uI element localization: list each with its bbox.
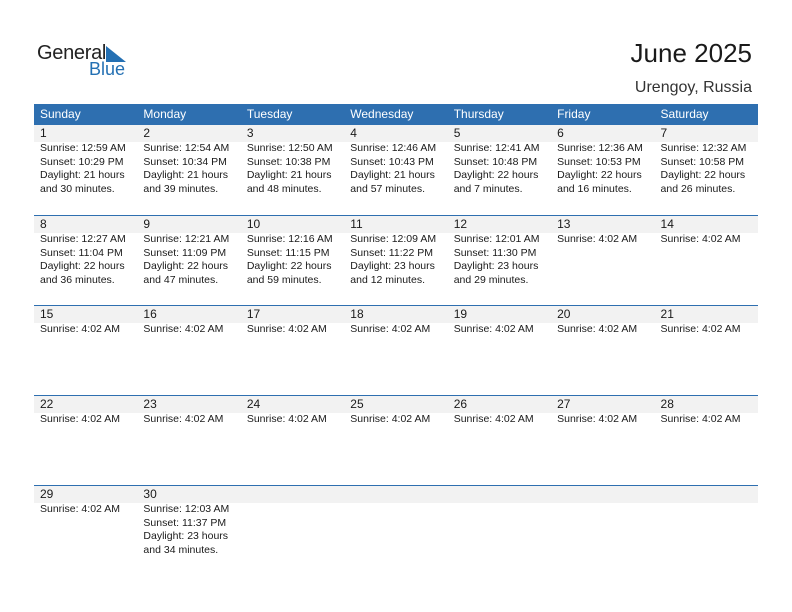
day-number: 8 (40, 217, 47, 231)
day-number: 4 (350, 126, 357, 140)
day-number (454, 486, 551, 503)
sun-info-line: Daylight: 23 hours (350, 260, 435, 272)
sun-info-line: Sunrise: 4:02 AM (660, 323, 741, 335)
sun-info-line: Sunrise: 12:09 AM (350, 233, 437, 245)
location-subtitle: Urengoy, Russia (634, 79, 752, 96)
day-number: 29 (40, 487, 54, 501)
sun-info-line: Sunrise: 12:46 AM (350, 142, 437, 154)
day-cell (344, 216, 447, 287)
day-cell (241, 486, 344, 557)
day-cell (34, 486, 137, 557)
weekday-header: Monday (143, 107, 187, 121)
day-cell (551, 396, 654, 427)
logo-word-blue: Blue (89, 59, 126, 79)
logo-word-general: General (37, 42, 107, 64)
sun-info-line: Sunrise: 12:50 AM (246, 142, 333, 154)
day-number: 6 (557, 126, 564, 140)
day-cell (655, 125, 758, 196)
sun-info-line: Sunset: 11:30 PM (453, 246, 537, 259)
sun-info-line: Sunrise: 12:32 AM (660, 142, 747, 154)
day-cell (655, 486, 758, 557)
sun-info-line: and 48 minutes. (246, 182, 322, 195)
sun-info-line: Sunrise: 4:02 AM (40, 323, 120, 335)
day-number: 23 (143, 397, 157, 411)
weekday-header: Sunday (40, 107, 81, 121)
sun-info-line: Sunrise: 12:21 AM (143, 233, 230, 245)
day-cell (241, 306, 344, 337)
sun-info-line: and 59 minutes. (246, 273, 322, 286)
sun-info-line: Sunset: 10:43 PM (350, 155, 434, 168)
sun-info-line: Sunset: 10:58 PM (660, 155, 744, 168)
day-number: 9 (143, 217, 151, 231)
day-number (661, 486, 758, 503)
sun-info-line: and 30 minutes. (40, 182, 115, 195)
day-number: 19 (453, 307, 468, 321)
day-number: 14 (660, 217, 674, 231)
week-days (34, 125, 758, 196)
day-number: 16 (143, 307, 157, 321)
day-cell (344, 396, 447, 427)
sun-info-line: and 12 minutes. (350, 273, 425, 286)
day-cell (34, 216, 137, 287)
day-number: 2 (143, 126, 151, 140)
sun-info-line: and 36 minutes. (40, 273, 115, 286)
sun-info-line: Sunrise: 4:02 AM (557, 233, 638, 245)
day-cell (34, 306, 137, 337)
day-number: 28 (660, 397, 674, 411)
day-cell (551, 216, 654, 287)
day-cell (551, 306, 654, 337)
sun-info-line: Sunrise: 4:02 AM (246, 413, 327, 425)
sun-info-line: Daylight: 22 hours (143, 260, 229, 272)
day-number: 17 (246, 307, 261, 321)
day-number: 27 (557, 397, 571, 411)
day-number: 22 (40, 397, 54, 411)
sun-info-line: Sunrise: 4:02 AM (660, 413, 741, 425)
sun-info-line: and 39 minutes. (143, 182, 219, 195)
sun-info-line: Sunset: 11:22 PM (350, 246, 433, 259)
sun-info-line: Sunrise: 12:41 AM (453, 142, 540, 154)
calendar-week-row (34, 395, 758, 485)
day-cell (137, 216, 240, 287)
sun-info-line: Sunrise: 12:16 AM (246, 233, 333, 245)
sun-info-line: Daylight: 21 hours (246, 169, 332, 181)
sun-info-line: Sunrise: 4:02 AM (453, 323, 534, 335)
day-cell (34, 125, 137, 196)
weekday-header: Tuesday (246, 107, 293, 121)
day-cell (655, 396, 758, 427)
sun-info-line: Daylight: 22 hours (40, 260, 125, 272)
day-number: 15 (40, 307, 54, 321)
sun-info-line: Sunset: 11:04 PM (40, 246, 123, 259)
sun-info-line: Sunset: 10:29 PM (40, 155, 124, 168)
sun-info-line: Sunrise: 4:02 AM (246, 323, 327, 335)
sun-info-line: Sunrise: 12:59 AM (40, 142, 126, 154)
day-cell (344, 125, 447, 196)
weekday-header: Saturday (660, 107, 709, 121)
sun-info-line: Daylight: 21 hours (350, 169, 435, 181)
sun-info-line: Sunset: 10:34 PM (143, 155, 227, 168)
sun-info-line: and 7 minutes. (453, 182, 523, 195)
sun-info-line: Daylight: 23 hours (143, 530, 229, 542)
sun-info-line: and 57 minutes. (350, 182, 425, 195)
sun-info-line: Sunset: 11:15 PM (246, 246, 330, 259)
weekday-header: Friday (557, 107, 591, 121)
day-cell (551, 125, 654, 196)
day-number (557, 486, 654, 503)
day-number: 21 (660, 307, 674, 321)
sun-info-line: Daylight: 22 hours (453, 169, 539, 181)
day-cell (137, 125, 240, 196)
sun-info-line: Sunset: 10:38 PM (246, 155, 331, 168)
sun-info-line: Sunset: 11:09 PM (143, 246, 227, 259)
sun-info-line: Sunrise: 12:01 AM (453, 233, 540, 245)
day-cell (241, 216, 344, 287)
week-days (34, 216, 758, 287)
sun-info-line: Daylight: 22 hours (557, 169, 642, 181)
day-number: 26 (453, 397, 468, 411)
weekday-header: Wednesday (350, 107, 414, 121)
sun-info-line: Sunrise: 4:02 AM (40, 503, 120, 515)
day-cell (241, 396, 344, 427)
day-number (247, 486, 344, 503)
calendar-grid (34, 104, 758, 575)
day-cell (137, 306, 240, 337)
sun-info-line: Daylight: 21 hours (40, 169, 125, 181)
sun-info-line: Sunrise: 4:02 AM (143, 323, 224, 335)
day-cell (344, 306, 447, 337)
day-number: 7 (660, 126, 668, 140)
day-cell (241, 125, 344, 196)
calendar-weeks (34, 125, 758, 575)
day-number: 3 (246, 126, 254, 140)
day-number: 13 (557, 217, 571, 231)
day-cell (448, 125, 551, 196)
weekday-header-row (34, 104, 758, 125)
page-title: June 2025 (630, 38, 752, 68)
day-cell (448, 396, 551, 427)
day-number: 20 (557, 307, 571, 321)
sun-info-line: Sunrise: 4:02 AM (350, 323, 431, 335)
generalblue-logo (37, 42, 137, 82)
day-number: 11 (350, 217, 363, 231)
sun-info-line: Sunrise: 4:02 AM (40, 413, 120, 425)
week-days (34, 396, 758, 427)
sun-info-line: Sunrise: 4:02 AM (557, 413, 638, 425)
day-number: 1 (40, 126, 47, 140)
day-number (350, 486, 447, 503)
sun-info-line: Sunrise: 12:03 AM (143, 503, 230, 515)
sun-info-line: Sunset: 10:48 PM (453, 155, 538, 168)
calendar-week-row (34, 215, 758, 305)
day-number: 10 (246, 217, 261, 231)
sun-info-line: and 34 minutes. (143, 543, 219, 556)
day-number: 5 (453, 126, 461, 140)
sun-info-line: Sunrise: 12:27 AM (40, 233, 126, 245)
day-cell (344, 486, 447, 557)
day-number: 18 (350, 307, 364, 321)
day-number: 30 (143, 487, 157, 501)
day-cell (551, 486, 654, 557)
sun-info-line: Daylight: 22 hours (660, 169, 746, 181)
sun-info-line: Sunrise: 4:02 AM (660, 233, 741, 245)
day-number: 12 (453, 217, 468, 231)
sun-info-line: Daylight: 23 hours (453, 260, 539, 272)
day-cell (448, 306, 551, 337)
sun-info-line: and 16 minutes. (557, 182, 632, 195)
day-cell (34, 396, 137, 427)
sun-info-line: Sunset: 11:37 PM (143, 516, 227, 529)
sun-info-line: and 47 minutes. (143, 273, 219, 286)
sun-info-line: Sunrise: 4:02 AM (143, 413, 224, 425)
calendar-week-row (34, 305, 758, 395)
day-cell (448, 486, 551, 557)
calendar-week-row (34, 485, 758, 575)
sun-info-line: Sunrise: 12:54 AM (143, 142, 230, 154)
day-cell (448, 216, 551, 287)
sun-info-line: Daylight: 22 hours (246, 260, 332, 272)
day-cell (137, 396, 240, 427)
week-days (34, 306, 758, 337)
day-cell (137, 486, 240, 557)
day-cell (655, 216, 758, 287)
calendar-week-row (34, 125, 758, 215)
sun-info-line: Sunrise: 4:02 AM (453, 413, 534, 425)
sun-info-line: and 26 minutes. (660, 182, 736, 195)
sun-info-line: Sunrise: 4:02 AM (557, 323, 638, 335)
day-number: 24 (246, 397, 261, 411)
day-cell (655, 306, 758, 337)
sun-info-line: Sunrise: 12:36 AM (557, 142, 643, 154)
sun-info-line: Sunrise: 4:02 AM (350, 413, 431, 425)
sun-info-line: and 29 minutes. (453, 273, 529, 286)
sun-info-line: Daylight: 21 hours (143, 169, 229, 181)
day-number: 25 (350, 397, 364, 411)
week-days (34, 486, 758, 557)
weekday-header: Thursday (453, 107, 504, 121)
sun-info-line: Sunset: 10:53 PM (557, 155, 641, 168)
